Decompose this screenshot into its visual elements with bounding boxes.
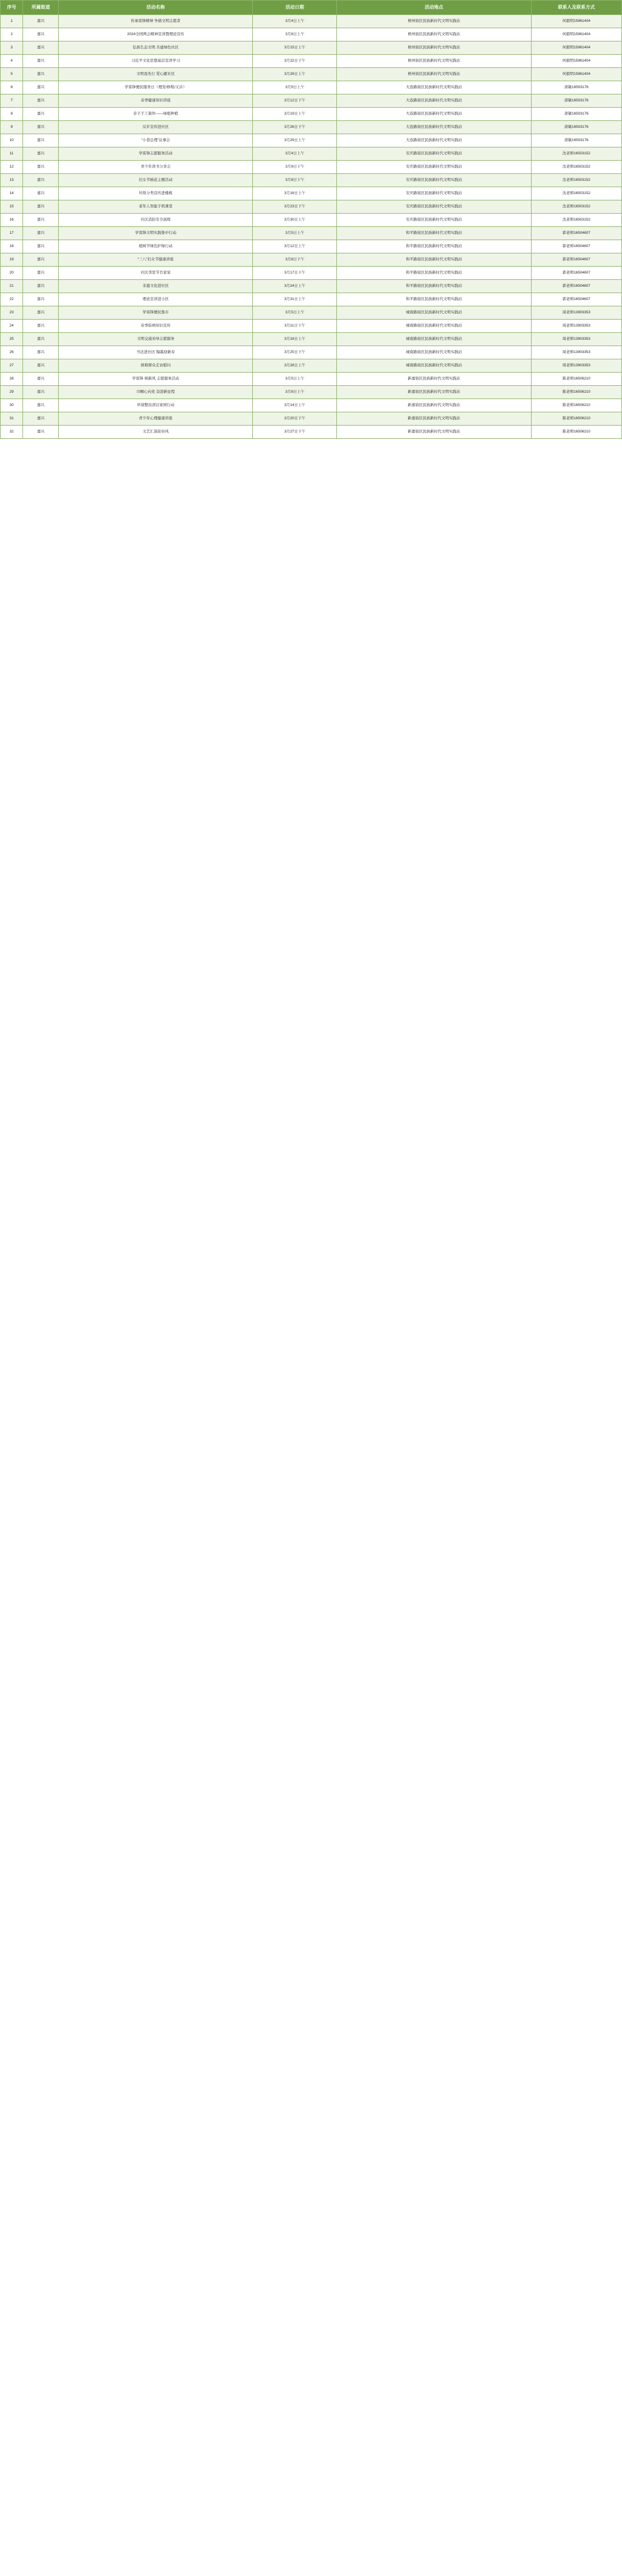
cell-activity-name: 学雷锋便民服务日（理发/修鞋/义诊）	[59, 81, 253, 94]
table-row	[1, 15, 622, 28]
cell-location: 城南路街区民族新时代文明实践站	[337, 306, 531, 320]
cell-location: 梧州街区民族新时代文明实践站	[337, 28, 531, 41]
cell-date: 3月28日上午	[253, 359, 337, 373]
table-row	[1, 121, 622, 134]
cell-contact: 沈老师16503152	[531, 174, 621, 187]
cell-contact: 沈老师16503152	[531, 187, 621, 200]
cell-street: 嘉兴	[23, 426, 59, 439]
cell-index: 10	[1, 134, 23, 147]
table-row	[1, 293, 622, 306]
cell-index: 19	[1, 253, 23, 267]
cell-index: 32	[1, 426, 23, 439]
cell-location: 新嘉街区民族新时代文明实践站	[337, 426, 531, 439]
cell-contact: 沈老师16503152	[531, 214, 621, 227]
cell-street: 嘉兴	[23, 267, 59, 280]
cell-location: 安庆路街区民族新时代文明实践站	[337, 174, 531, 187]
cell-contact: 沈老师16503152	[531, 147, 621, 161]
cell-activity-name: 社区邻里节百家宴	[59, 267, 253, 280]
cell-street: 嘉兴	[23, 306, 59, 320]
table-row	[1, 253, 622, 267]
cell-date: 3月11日下午	[253, 320, 337, 333]
cell-contact: 郭老师16504607	[531, 267, 621, 280]
cell-activity-name: 文艺汇演迎春风	[59, 426, 253, 439]
table-row	[1, 68, 622, 81]
table-row	[1, 55, 622, 68]
cell-street: 嘉兴	[23, 333, 59, 346]
cell-activity-name: 弘扬生态文明 共建绿色社区	[59, 41, 253, 55]
cell-location: 安庆路街区民族新时代文明实践站	[337, 200, 531, 214]
cell-contact: 陈老师16506210	[531, 373, 621, 386]
cell-index: 30	[1, 399, 23, 412]
cell-street: 嘉兴	[23, 412, 59, 426]
cell-location: 城南路街区民族新时代文明实践站	[337, 359, 531, 373]
cell-index: 12	[1, 161, 23, 174]
cell-contact: 何毅明15961404	[531, 15, 621, 28]
table-row	[1, 200, 622, 214]
cell-index: 2	[1, 28, 23, 41]
cell-date: 3月24日上午	[253, 280, 337, 293]
cell-street: 嘉兴	[23, 187, 59, 200]
header-activity-name: 活动名称	[59, 1, 253, 15]
cell-activity-name: 学雷锋 树新风 志愿服务活动	[59, 373, 253, 386]
table-row	[1, 134, 622, 147]
cell-street: 嘉兴	[23, 94, 59, 108]
cell-contact: 周老师13903353	[531, 306, 621, 320]
cell-activity-name: 植树节绿色护绿行动	[59, 240, 253, 253]
cell-activity-name: 社区消防安全演练	[59, 214, 253, 227]
cell-location: 安庆路街区民族新时代文明实践站	[337, 187, 531, 200]
header-street: 所属街道	[23, 1, 59, 15]
cell-location: 梧州街区民族新时代文明实践站	[337, 15, 531, 28]
cell-activity-name: 亲子手工制作——绿植种植	[59, 108, 253, 121]
cell-activity-name: 学雷锋文明实践集中行动	[59, 227, 253, 240]
cell-index: 1	[1, 15, 23, 28]
cell-date: 3月8日上午	[253, 386, 337, 399]
cell-index: 15	[1, 200, 23, 214]
cell-contact: 唐敏16503176	[531, 134, 621, 147]
cell-index: 4	[1, 55, 23, 68]
cell-date: 3月30日上午	[253, 214, 337, 227]
cell-contact: 沈老师16503152	[531, 161, 621, 174]
cell-date: 3月19日上午	[253, 108, 337, 121]
cell-activity-name: 青少年心理健康讲座	[59, 412, 253, 426]
cell-activity-name: 垃圾分类宣传进楼栋	[59, 187, 253, 200]
cell-index: 17	[1, 227, 23, 240]
cell-location: 梧州街区民族新时代文明实践站	[337, 41, 531, 55]
cell-street: 嘉兴	[23, 41, 59, 55]
cell-contact: 郭老师16504607	[531, 280, 621, 293]
cell-street: 嘉兴	[23, 280, 59, 293]
cell-location: 安庆路街区民族新时代文明实践站	[337, 214, 531, 227]
cell-date: 3月12日上午	[253, 240, 337, 253]
cell-index: 21	[1, 280, 23, 293]
cell-contact: 周老师13903353	[531, 359, 621, 373]
table-body	[1, 15, 622, 439]
cell-contact: 唐敏16503176	[531, 81, 621, 94]
table-row	[1, 306, 622, 320]
cell-street: 嘉兴	[23, 200, 59, 214]
cell-street: 嘉兴	[23, 399, 59, 412]
table-row	[1, 373, 622, 386]
cell-index: 5	[1, 68, 23, 81]
cell-date: 3月20日下午	[253, 412, 337, 426]
cell-date: 3月23日下午	[253, 200, 337, 214]
cell-location: 和平路街区民族新时代文明实践站	[337, 253, 531, 267]
cell-date: 3月5日上午	[253, 306, 337, 320]
cell-date: 3月29日上午	[253, 134, 337, 147]
table-row	[1, 41, 622, 55]
cell-index: 23	[1, 306, 23, 320]
cell-location: 安庆路街区民族新时代文明实践站	[337, 161, 531, 174]
cell-location: 新嘉街区民族新时代文明实践站	[337, 399, 531, 412]
cell-contact: 唐敏16503176	[531, 108, 621, 121]
cell-activity-name: 文明交通劝导志愿服务	[59, 333, 253, 346]
table-row	[1, 28, 622, 41]
cell-location: 安庆路街区民族新时代文明实践站	[337, 147, 531, 161]
cell-contact: 郭老师16504607	[531, 227, 621, 240]
cell-street: 嘉兴	[23, 240, 59, 253]
cell-date: 3月15日上午	[253, 41, 337, 55]
cell-location: 城南路街区民族新时代文明实践站	[337, 333, 531, 346]
table-row	[1, 280, 622, 293]
cell-street: 嘉兴	[23, 81, 59, 94]
cell-date: 3月5日上午	[253, 227, 337, 240]
cell-index: 18	[1, 240, 23, 253]
cell-index: 27	[1, 359, 23, 373]
cell-location: 新嘉街区民族新时代文明实践站	[337, 386, 531, 399]
table-row	[1, 359, 622, 373]
cell-contact: 陈老师16506210	[531, 399, 621, 412]
header-date: 活动日期	[253, 1, 337, 15]
cell-index: 16	[1, 214, 23, 227]
cell-activity-name: 习近平文化思想基层宣讲学习	[59, 55, 253, 68]
cell-street: 嘉兴	[23, 134, 59, 147]
table-row	[1, 187, 622, 200]
cell-date: 3月5日上午	[253, 81, 337, 94]
cell-date: 3月25日下午	[253, 346, 337, 359]
cell-activity-name: “三八”妇女节健康讲座	[59, 253, 253, 267]
cell-activity-name: 反诈宣传进社区	[59, 121, 253, 134]
cell-index: 20	[1, 267, 23, 280]
cell-activity-name: 困难群众走访慰问	[59, 359, 253, 373]
cell-index: 26	[1, 346, 23, 359]
cell-date: 3月14日上午	[253, 399, 337, 412]
cell-street: 嘉兴	[23, 359, 59, 373]
cell-activity-name: 春季防病知识宣传	[59, 320, 253, 333]
table-row	[1, 412, 622, 426]
cell-date: 3月31日上午	[253, 293, 337, 306]
cell-activity-name: 老年人智能手机课堂	[59, 200, 253, 214]
cell-contact: 沈老师16503152	[531, 200, 621, 214]
cell-location: 大连路街区民族新时代文明实践站	[337, 81, 531, 94]
cell-contact: 陈老师16506210	[531, 426, 621, 439]
cell-date: 3月8日下午	[253, 174, 337, 187]
cell-index: 22	[1, 293, 23, 306]
table-row	[1, 426, 622, 439]
cell-index: 7	[1, 94, 23, 108]
cell-contact: 唐敏16503176	[531, 121, 621, 134]
cell-street: 嘉兴	[23, 320, 59, 333]
table-row	[1, 267, 622, 280]
table-row	[1, 94, 622, 108]
cell-location: 和平路街区民族新时代文明实践站	[337, 227, 531, 240]
table-row	[1, 333, 622, 346]
table-row	[1, 386, 622, 399]
cell-index: 11	[1, 147, 23, 161]
cell-index: 13	[1, 174, 23, 187]
cell-location: 城南路街区民族新时代文明实践站	[337, 346, 531, 359]
table-row	[1, 399, 622, 412]
cell-activity-name: 学雷锋志愿服务活动	[59, 147, 253, 161]
cell-location: 梧州街区民族新时代文明实践站	[337, 68, 531, 81]
cell-activity-name: 文明我先行 爱心献社区	[59, 68, 253, 81]
cell-activity-name: 环境整治清洁家园行动	[59, 399, 253, 412]
cell-location: 大连路街区民族新时代文明实践站	[337, 94, 531, 108]
cell-date: 3月18日上午	[253, 333, 337, 346]
table-row	[1, 240, 622, 253]
cell-location: 和平路街区民族新时代文明实践站	[337, 293, 531, 306]
cell-street: 嘉兴	[23, 174, 59, 187]
table-row	[1, 81, 622, 94]
cell-date: 3月26日下午	[253, 121, 337, 134]
cell-street: 嘉兴	[23, 161, 59, 174]
cell-contact: 陈老师16506210	[531, 386, 621, 399]
cell-index: 28	[1, 373, 23, 386]
cell-street: 嘉兴	[23, 147, 59, 161]
cell-activity-name: 春季健康知识讲座	[59, 94, 253, 108]
cell-activity-name: 妇女节插花主题活动	[59, 174, 253, 187]
header-contact: 联系人及联系方式	[531, 1, 621, 15]
cell-street: 嘉兴	[23, 28, 59, 41]
cell-date: 3月27日下午	[253, 426, 337, 439]
cell-index: 14	[1, 187, 23, 200]
table-row	[1, 346, 622, 359]
table-row	[1, 320, 622, 333]
cell-activity-name: 学雷锋便民集市	[59, 306, 253, 320]
cell-contact: 陈老师16506210	[531, 412, 621, 426]
cell-street: 嘉兴	[23, 68, 59, 81]
cell-location: 和平路街区民族新时代文明实践站	[337, 240, 531, 253]
cell-street: 嘉兴	[23, 293, 59, 306]
cell-location: 新嘉街区民族新时代文明实践站	[337, 373, 531, 386]
cell-contact: 郭老师16504607	[531, 253, 621, 267]
cell-activity-name: 非遗文化进社区	[59, 280, 253, 293]
cell-location: 大连路街区民族新时代文明实践站	[337, 108, 531, 121]
table-row	[1, 227, 622, 240]
cell-activity-name: 理论宣讲进小区	[59, 293, 253, 306]
table-row	[1, 174, 622, 187]
cell-contact: 何毅明15961404	[531, 41, 621, 55]
cell-location: 和平路街区民族新时代文明实践站	[337, 280, 531, 293]
cell-activity-name: 2024全国两会精神宣讲暨理论宣传	[59, 28, 253, 41]
cell-index: 3	[1, 41, 23, 55]
cell-date: 3月4日上午	[253, 15, 337, 28]
cell-location: 大连路街区民族新时代文明实践站	[337, 134, 531, 147]
cell-index: 9	[1, 121, 23, 134]
cell-street: 嘉兴	[23, 15, 59, 28]
cell-contact: 周老师13903353	[531, 320, 621, 333]
cell-activity-name: 巾帼心向党 奋进新征程	[59, 386, 253, 399]
activity-table	[0, 0, 622, 439]
cell-date: 3月5日上午	[253, 373, 337, 386]
cell-index: 8	[1, 108, 23, 121]
cell-contact: 周老师13903353	[531, 333, 621, 346]
cell-contact: 周老师13903353	[531, 346, 621, 359]
cell-contact: 何毅明15961404	[531, 55, 621, 68]
cell-contact: 郭老师16504607	[531, 240, 621, 253]
cell-index: 29	[1, 386, 23, 399]
table-row	[1, 161, 622, 174]
header-row	[1, 1, 622, 15]
header-location: 活动地点	[337, 1, 531, 15]
cell-contact: 郭老师16504607	[531, 293, 621, 306]
cell-contact: 何毅明15961404	[531, 28, 621, 41]
cell-location: 和平路街区民族新时代文明实践站	[337, 267, 531, 280]
cell-index: 24	[1, 320, 23, 333]
cell-street: 嘉兴	[23, 121, 59, 134]
cell-street: 嘉兴	[23, 346, 59, 359]
cell-location: 大连路街区民族新时代文明实践站	[337, 121, 531, 134]
cell-activity-name: 书法进社区 翰墨迎新春	[59, 346, 253, 359]
cell-date: 3月22日下午	[253, 55, 337, 68]
cell-date: 3月9日下午	[253, 161, 337, 174]
cell-street: 嘉兴	[23, 55, 59, 68]
cell-location: 新嘉街区民族新时代文明实践站	[337, 412, 531, 426]
cell-street: 嘉兴	[23, 373, 59, 386]
cell-activity-name: 传承雷锋精神 争做文明志愿者	[59, 15, 253, 28]
cell-index: 6	[1, 81, 23, 94]
cell-street: 嘉兴	[23, 227, 59, 240]
table-row	[1, 214, 622, 227]
table-header	[1, 1, 622, 15]
cell-date: 3月4日上午	[253, 147, 337, 161]
cell-date: 3月8日上午	[253, 28, 337, 41]
table-row	[1, 108, 622, 121]
cell-index: 25	[1, 333, 23, 346]
cell-street: 嘉兴	[23, 214, 59, 227]
cell-activity-name: 青少年读书分享会	[59, 161, 253, 174]
header-index: 序号	[1, 1, 23, 15]
cell-street: 嘉兴	[23, 108, 59, 121]
cell-street: 嘉兴	[23, 253, 59, 267]
cell-date: 3月12日下午	[253, 94, 337, 108]
cell-contact: 唐敏16503176	[531, 94, 621, 108]
cell-activity-name: “小巷总理”议事会	[59, 134, 253, 147]
table-row	[1, 147, 622, 161]
cell-date: 3月28日上午	[253, 68, 337, 81]
cell-location: 城南路街区民族新时代文明实践站	[337, 320, 531, 333]
cell-date: 3月8日下午	[253, 253, 337, 267]
cell-contact: 何毅明15961404	[531, 68, 621, 81]
cell-date: 3月16日上午	[253, 187, 337, 200]
cell-location: 梧州街区民族新时代文明实践站	[337, 55, 531, 68]
cell-street: 嘉兴	[23, 386, 59, 399]
cell-index: 31	[1, 412, 23, 426]
cell-date: 3月17日下午	[253, 267, 337, 280]
